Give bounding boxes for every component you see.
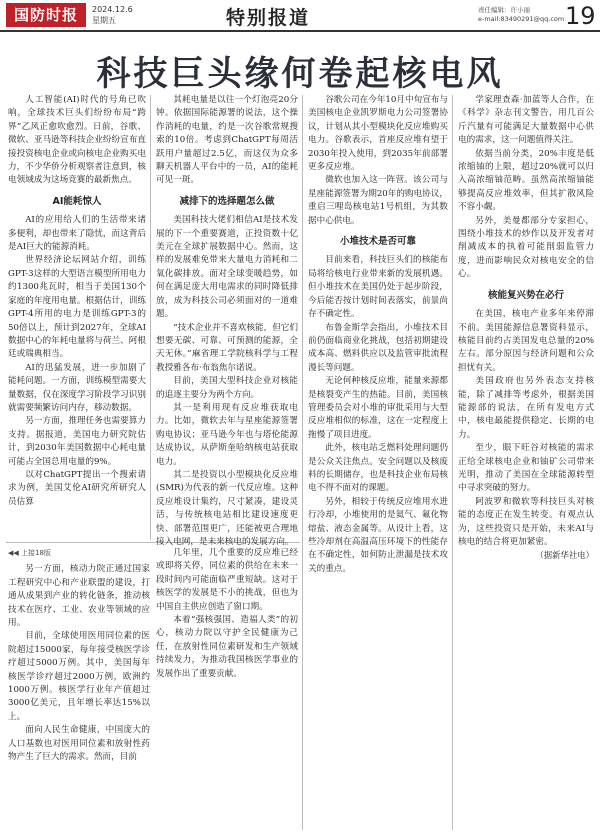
article-column-1 [8, 94, 146, 540]
paragraph: AI的迅猛发展，进一步加剧了能耗问题。一方面，训练模型需要大量数据，仅在深度学习阶段学习识别就需要频繁访问内存，移动数据。 [8, 362, 146, 413]
paragraph: 本着“强核强国、造福人类”的初心，核动力院以守护全民健康为己任，在放射性同位素研发和生产领域持续发力，为推动我国核医学事业的发展作出了重要贡献。 [156, 615, 298, 679]
paragraph: 面向人民生命健康，中国庞大的人口基数也对医用同位素和放射性药物产生了巨大的需求。然而，目前 [8, 725, 150, 763]
section-title: 特别报道 [226, 7, 311, 29]
column-divider [302, 95, 303, 830]
paragraph: 以对ChatGPT提出一个搜索请求为例，美国艾伦AI研究所研究人员估算 [8, 469, 146, 507]
page-header [0, 0, 600, 32]
column-divider [150, 95, 151, 540]
paragraph: 几年里，几个重要的反应堆已经或即将关停，同位素的供给在未来一段时间内可能面临严重短缺。这对于核医学的发展是不小的挑战，但也为中国自主供应创造了窗口期。 [156, 548, 298, 612]
newspaper-logo: 国防时报 [6, 3, 86, 27]
article-column-2 [156, 94, 298, 547]
paragraph: “技术企业并不喜欢核能，但它们想要无碳、可靠、可预测的能源，全天无休。”麻省理工学院核科学与工程教授雅各布·布翁焦尔诺说。 [156, 322, 298, 373]
subheading-ai-energy: AI能耗惊人 [52, 195, 102, 207]
continuation-column-right [156, 547, 298, 830]
paragraph: 微软也加入这一阵营。该公司与星座能源签署为期20年的购电协议，重启三哩岛核电站1号机组，为其数据中心供电。 [308, 175, 448, 226]
paragraph: 其一是利用现有反应堆获取电力。比如，微软去年与星座能源签署购电协议；亚马逊今年也与塔伦能源达成协议，从萨斯奎哈纳核电站获取电力。 [156, 402, 298, 467]
editor-email: e-mail:83490291@qq.com [478, 15, 565, 23]
paragraph: 另外，美曼都部分专家担心，围绕小堆技术的炒作以及开发者对削减成本的执着可能削弱监管力度，进而影响民众对核电安全的信心。 [458, 215, 594, 280]
paragraph: 阿波罗和微软等科技巨头对核能的态度正在发生转变。有观点认为，这些投资只是开始，未来AI与核电的结合将更加紧密。 [458, 496, 594, 547]
paragraph: AI的应用给人们的生活带来诸多便利，却也带来了隐忧，而这背后是AI巨大的能源消耗。 [8, 215, 146, 253]
article-source: （据新华社电） [535, 550, 594, 561]
column-divider [452, 95, 453, 830]
paragraph: 布鲁金斯学会指出，小堆技术目前仍面临商业化挑战，包括初期建设成本高、燃料供应以及监管审批流程漫长等问题。 [308, 322, 448, 373]
issue-weekday: 星期五 [92, 16, 116, 25]
paragraph: 此外，核电站乏燃料处理问题仍是公众关注焦点。安全问题以及核废料的长期储存，也是科技企业布局核电不得不面对的课题。 [308, 443, 448, 494]
paragraph: 目前，美国大型科技企业对核能的追逐主要分为两个方向。 [156, 376, 298, 400]
paragraph: 另一方面，核动力院正通过国家工程研究中心和产业联盟的建设，打通从成果到产业的转化链条，推动核技术在医疗、工业、农业等领域的应用。 [8, 564, 150, 629]
paragraph: 其二是投资以小型模块化反应堆(SMR)为代表的新一代反应堆。这种反应堆设计集约，尺寸紧凑，建设灵活，与传统核电站相比建设速度更快、部署范围更广，还能被更合理地接入电网，是未来核电的发展方向。 [156, 469, 298, 547]
paragraph: 美国科技大佬们相信AI是技术发展的下一个重要赛道，正投资数十亿美元在全球扩展数据中心。然而，这样的发展难免带来大量电力消耗和二氧化碳排放。面对全球变暖趋势，如何在满足庞大用电需求的同时降低排放，成为科技公司必须面对的一道难题。 [156, 215, 298, 320]
subheading-small-reactor: 小堆技术是否可靠 [339, 236, 416, 248]
paragraph: 依据当前分类，20%丰度是低浓缩铀的上限，超过20%就可以归入高浓缩铀范畴。虽然高浓缩铀能够提高反应堆效率，但其扩散风险不容小觑。 [458, 148, 594, 213]
page-number: 19 [565, 2, 596, 30]
paragraph: 另外，相较于传统反应堆用水进行冷却，小堆使用的是氦气、氟化物熔盐、液态金属等。从设计上看，这些冷却剂在高温高压环境下的性能存在不确定性，如何防止泄漏是技术攻关的重点。 [308, 496, 448, 574]
issue-date [92, 4, 133, 26]
subheading-nuclear-revival: 核能复兴势在必行 [487, 289, 564, 301]
editor-name: 责任编辑：许小丽 [478, 6, 530, 14]
continuation-column-left [8, 547, 150, 830]
paragraph: 目前，全球使用医用同位素的医院超过15000家，每年接受核医学诊疗超过5000万例。其中，美国每年核医学诊疗超过2000万例，欧洲约1000万例。核医学行业年产值超过3000亿美元，且年增长率达15%以上。 [8, 631, 150, 722]
issue-date-text: 2024.12.6 [92, 5, 133, 14]
paragraph: 至少，眼下旺谷对核能的需求正给全球核电企业和铀矿公司带来光明，推动了美国在全球能源转型中寻求突破的努力。 [458, 443, 594, 494]
paragraph: 在美国，核电产业多年来停滞不前。美国能源信息署资料显示，核能目前约占美国发电总量的20%左右。部分原因与经济问题和公众担忧有关。 [458, 309, 594, 373]
article-column-4 [458, 94, 594, 830]
paragraph: 美国政府也另外表态支持核能，除了减排等考虑外，根据美国能源部的说法，在所有发电方式中，核电最能提供稳定、长期的电力。 [458, 376, 594, 440]
subheading-emission-choice: 减排下的选择题怎么做 [179, 195, 275, 207]
paragraph: 目前来看，科技巨头们的核能布局将给核电行业带来新的发展机遇。但小堆技术在美国仍处于起步阶段，今后能否按计划时间表落实，前景尚存不确定性。 [308, 255, 448, 320]
paragraph: 谷歌公司在今年10月中旬宣布与美国核电企业凯罗斯电力公司签署协议，计划从其小型模块化反应堆购买电力。谷歌表示，首座反应堆有望于2030年投入使用，到2035年前部署更多反应堆。 [308, 95, 448, 173]
paragraph: 人工智能(AI)时代的号角已吹响，全球技术巨头们纷纷布局“跨界”乙风正愈吹愈烈。日前，谷歌、微软、亚马逊等科技企业纷纷宣布直接投资核电企业或向核电企业购买电力，不少华侨分析观察者注意到，核电领域成为这场竞赛的最新焦点。 [8, 95, 146, 186]
paragraph: 另一方面，推理任务也需要算力支持。据报道，美国电力研究院估计，到2030年美国数据中心耗电量可能占全国总用电量的9%。 [8, 416, 146, 467]
paragraph: 其耗电量是以往一个灯泡亮20分钟。依据国际能源署的说法，这个操作消耗的电量，约是一次谷歌常规搜索的10倍。考虑到ChatGPT每周活跃用户量超过2.5亿，而这仅为众多聊天机器人平台中的一员，AI的能耗可见一斑。 [156, 95, 298, 186]
paragraph: 无论何种核反应堆，能量来源都是核裂变产生的热能。目前，美国核管理委员会对小堆的审批采用与大型反应堆相似的标准，这在一定程度上拖慢了项目进度。 [308, 376, 448, 440]
article-column-3 [308, 94, 448, 830]
editor-info [478, 6, 564, 24]
paragraph: 世界经济论坛网站介绍，训练GPT-3这样的大型语言模型所用电力约1300兆瓦时，相当于美国130个家庭的年度用电量。根据估计，训练GPT-4所用的电力是训练GPT-3的50倍以上，预计到2027年，全球AI数据中心的年耗电量将与荷兰、阿根廷或瑞典相当。 [8, 255, 146, 360]
continuation-marker: ◀◀ 上接18版 [8, 549, 51, 557]
paragraph: 学家理查森·加蓝等人合作，在《科学》杂志刊文警告，用几百公斤汽量有可能满足大量数据中心供电的需求，这一问题值得关注。 [458, 95, 594, 146]
main-headline: 科技巨头缘何卷起核电风 [96, 54, 504, 94]
